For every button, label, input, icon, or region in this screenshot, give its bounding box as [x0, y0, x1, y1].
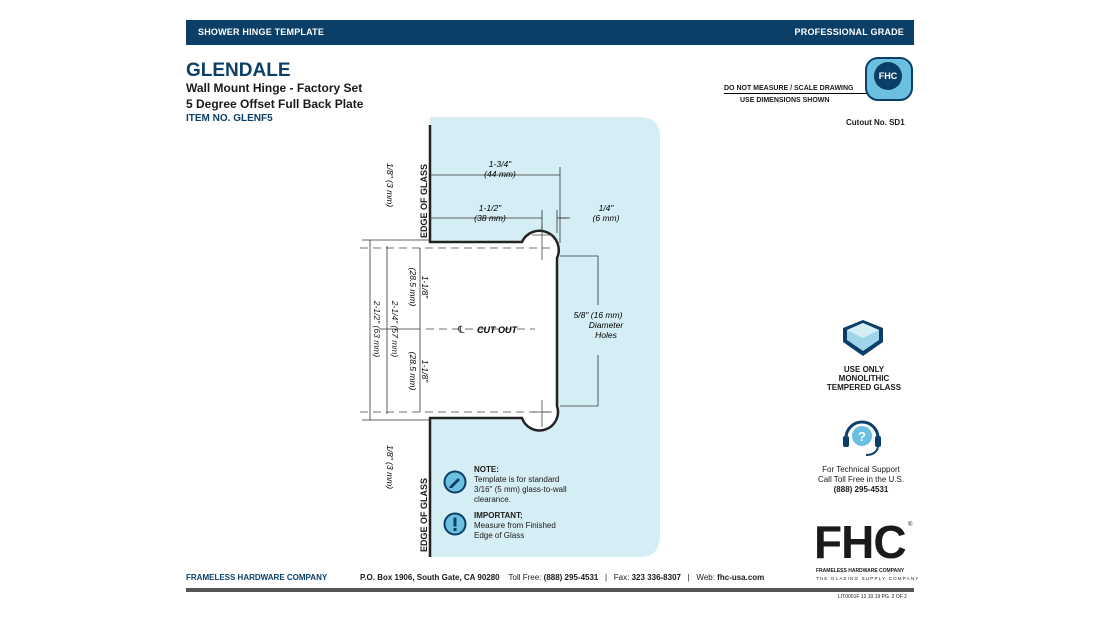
dim-inner-width: 1-1/2" — [478, 203, 502, 213]
pencil-icon — [443, 470, 467, 494]
footer-rule — [186, 588, 914, 592]
header-grade: PROFESSIONAL GRADE — [794, 27, 904, 37]
svg-text:?: ? — [858, 429, 866, 444]
footer-web: fhc-usa.com — [717, 573, 765, 582]
important-title: IMPORTANT: — [474, 511, 523, 520]
holes-line2: Diameter — [588, 320, 624, 330]
product-line2: 5 Degree Offset Full Back Plate — [186, 97, 364, 111]
holes-line3: Holes — [595, 330, 617, 340]
warning-line2: USE DIMENSIONS SHOWN — [740, 97, 830, 104]
dim-lower-half-mm: (28.5 mm) — [408, 351, 418, 391]
dim-offset: 1/4" — [598, 203, 614, 213]
dim-edge-top: 1/8" (3 mm) — [385, 162, 395, 208]
footer-tollfree-label: Toll Free: — [508, 573, 542, 582]
dim-lower-half: 1-1/8" — [420, 359, 430, 383]
fhc-logo: FHC — [814, 516, 906, 568]
fhc-registered-mark: ® — [908, 522, 913, 528]
holes-line1: 5/8" (16 mm) — [573, 310, 623, 320]
footer-fax-label: Fax: — [613, 573, 630, 582]
important-line2: Edge of Glass — [474, 531, 525, 540]
product-name: GLENDALE — [186, 60, 291, 81]
dim-top-width: 1-3/4" — [488, 159, 512, 169]
dim-inner-width-mm: (38 mm) — [474, 213, 506, 223]
centerline-symbol: ℄ — [458, 325, 465, 336]
note-block — [474, 465, 567, 505]
header-bar — [186, 20, 914, 45]
dim-top-width-mm: (44 mm) — [484, 169, 516, 179]
product-line1: Wall Mount Hinge - Factory Set — [186, 81, 363, 95]
edge-of-glass-top: EDGE OF GLASS — [419, 163, 429, 239]
footer-fax: 323 336-8307 — [631, 573, 681, 582]
support-line1: For Technical Support — [822, 465, 900, 474]
footer-doc-code: LIT0001F 12.10.19 PG. 2 OF 2 — [838, 594, 907, 600]
footer-web-label: Web: — [696, 573, 715, 582]
dim-upper-half-mm: (28.5 mm) — [408, 267, 418, 307]
dim-upper-half: 1-1/8" — [420, 275, 430, 299]
glass-line1: USE ONLY — [843, 365, 885, 374]
cutout-number: Cutout No. SD1 — [846, 118, 905, 127]
exclamation-icon — [443, 512, 467, 536]
footer-separator-2: | — [687, 573, 690, 582]
dim-inner-height: 2-1/4" (57 mm) — [390, 300, 400, 358]
tape-measure-icon — [864, 56, 916, 102]
header-title: SHOWER HINGE TEMPLATE — [198, 27, 325, 37]
dim-offset-mm: (6 mm) — [592, 213, 620, 223]
glass-line3: TEMPERED GLASS — [826, 383, 902, 392]
tape-badge-text: FHC — [878, 71, 898, 81]
footer-contact — [360, 573, 764, 582]
glass-notice — [800, 365, 928, 392]
note-line3: clearance. — [474, 495, 511, 504]
note-line2: 3/16" (5 mm) glass-to-wall — [474, 485, 567, 494]
note-title: NOTE: — [474, 465, 499, 474]
cut-out-label: CUT OUT — [477, 325, 517, 335]
headset-support-icon — [840, 414, 884, 458]
item-number: ITEM NO. GLENF5 — [186, 113, 273, 124]
warning-line1: DO NOT MEASURE / SCALE DRAWING — [724, 85, 854, 92]
support-block — [800, 465, 922, 495]
edge-of-glass-bottom: EDGE OF GLASS — [419, 477, 429, 553]
warning-rule — [724, 93, 868, 94]
footer-company: FRAMELESS HARDWARE COMPANY — [186, 573, 328, 582]
footer-separator-1: | — [605, 573, 608, 582]
glass-line2: MONOLITHIC — [838, 374, 890, 383]
support-line2: Call Toll Free in the U.S. — [817, 475, 905, 484]
support-phone: (888) 295-4531 — [833, 485, 889, 494]
logo-tagline1: FRAMELESS HARDWARE COMPANY — [816, 568, 905, 574]
dim-edge-bottom: 1/8" (3 mm) — [385, 444, 395, 490]
logo-tagline2: THE GLAZING SUPPLY COMPANY — [816, 576, 920, 581]
glass-pane-icon — [840, 318, 886, 358]
important-line1: Measure from Finished — [474, 521, 556, 530]
footer-address: P.O. Box 1906, South Gate, CA 90280 — [360, 573, 500, 582]
footer-tollfree: (888) 295-4531 — [543, 573, 599, 582]
dim-outer-height: 2-1/2" (63 mm) — [372, 300, 382, 358]
important-block — [474, 511, 556, 541]
note-line1: Template is for standard — [474, 475, 560, 484]
